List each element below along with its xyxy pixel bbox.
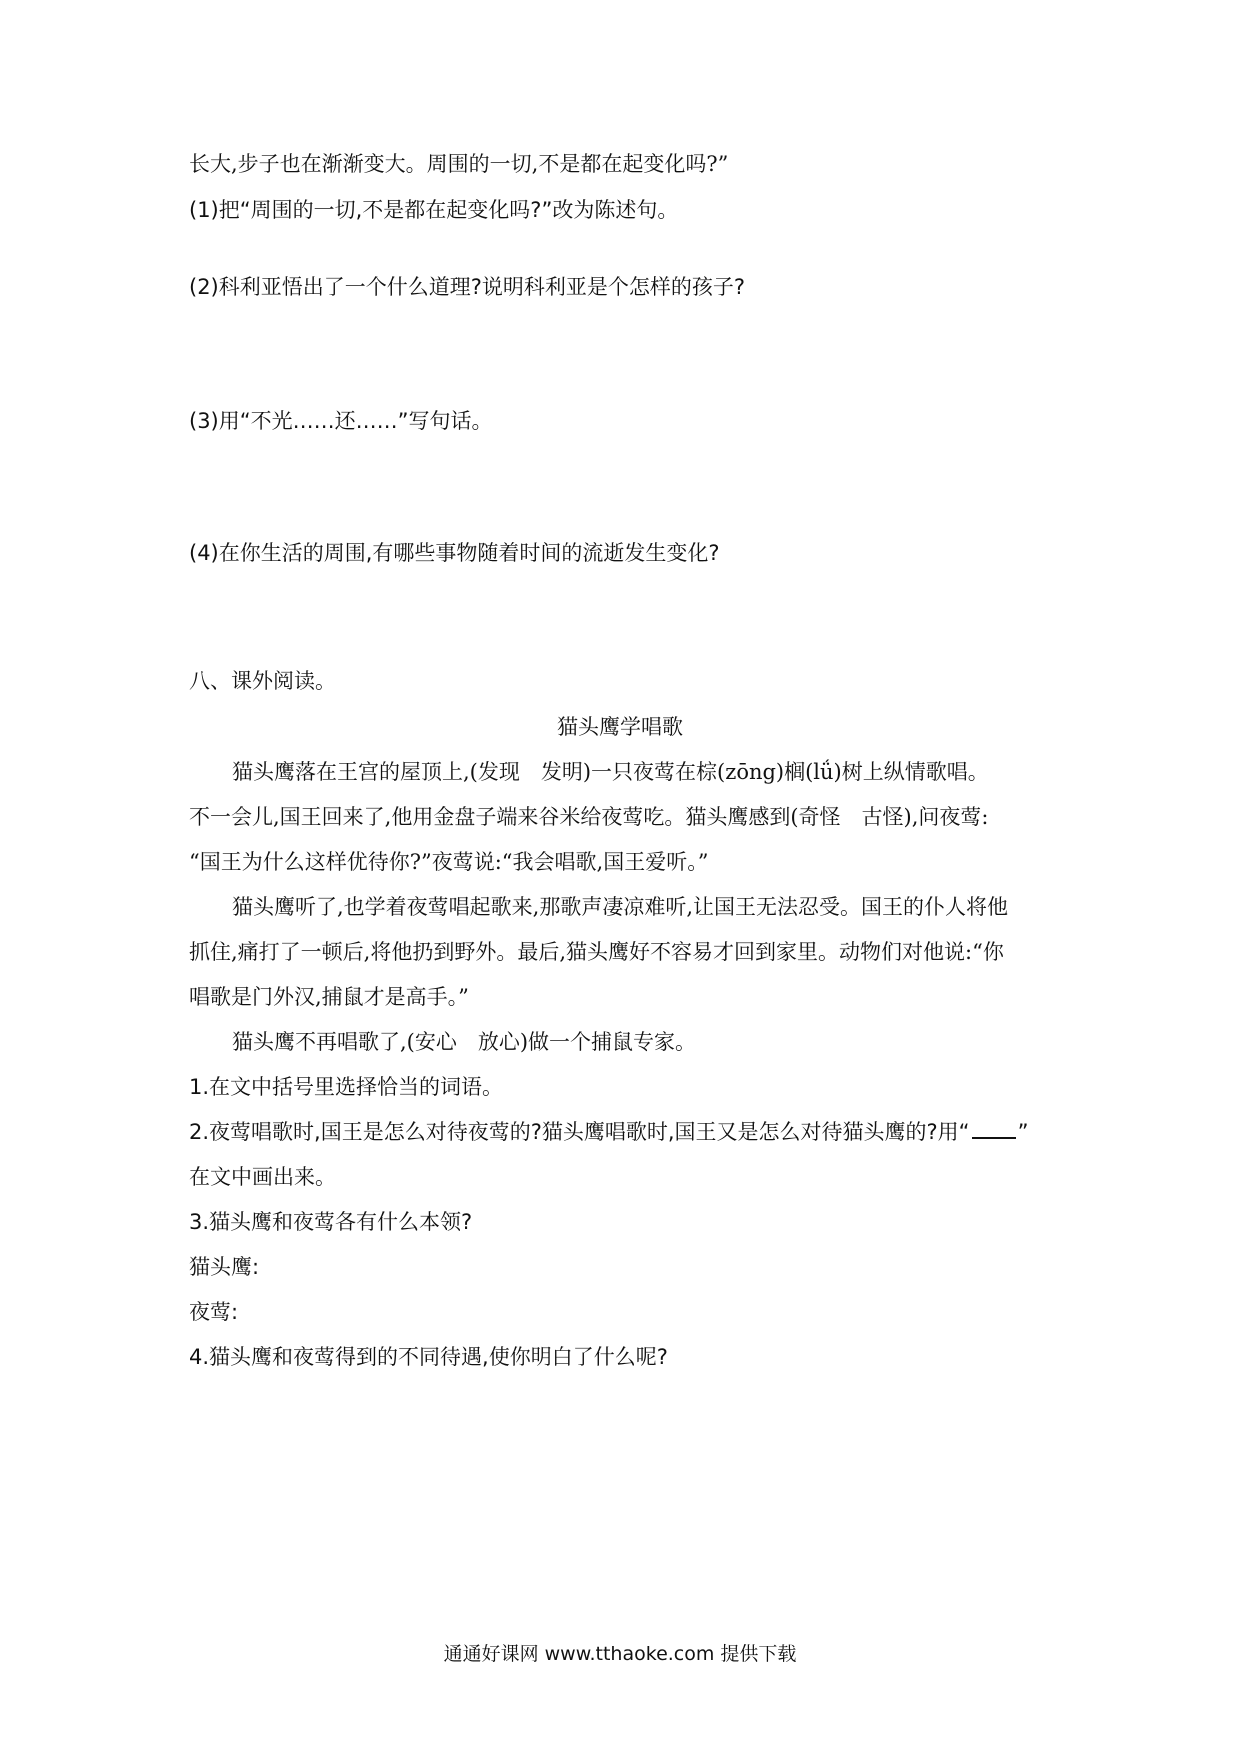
question-3: (3)用“不光……还……”写句话。 [189,409,493,433]
task-2-line-1 [189,1118,1028,1146]
task-2-text: 2.夜莺唱歌时,国王是怎么对待夜莺的?猫头鹰唱歌时,国王又是怎么对待猫头鹰的?用“ [189,1120,970,1144]
task-2-quote-close: ” [1017,1120,1029,1144]
section-heading: 八、课外阅读。 [189,669,336,693]
task-3-owl-answer: 猫头鹰: [189,1255,260,1279]
underline-mark [972,1119,1016,1139]
story-paragraph-1-line-3: “国王为什么这样优待你?”夜莺说:“我会唱歌,国王爱听。” [189,850,709,874]
story-paragraph-1-line-1: 猫头鹰落在王宫的屋顶上,(发现 发明)一只夜莺在棕(zōng)榈(lǘ)树上纵情歌唱。 [232,760,989,784]
story-paragraph-2-line-2: 抓住,痛打了一顿后,将他扔到野外。最后,猫头鹰好不容易才回到家里。动物们对他说:“你 [189,940,1004,964]
footer-text: 通通好课网 www.tthaoke.com 提供下载 [443,1643,797,1665]
task-1: 1.在文中括号里选择恰当的词语。 [189,1075,504,1099]
question-4: (4)在你生活的周围,有哪些事物随着时间的流逝发生变化? [189,541,720,565]
question-2: (2)科利亚悟出了一个什么道理?说明科利亚是个怎样的孩子? [189,275,746,299]
task-3-nightingale-answer: 夜莺: [189,1300,239,1324]
story-paragraph-2-line-3: 唱歌是门外汉,捕鼠才是高手。” [189,985,469,1009]
task-3: 3.猫头鹰和夜莺各有什么本领? [189,1210,473,1234]
task-2-line-2: 在文中画出来。 [189,1165,336,1189]
story-paragraph-1-line-2: 不一会儿,国王回来了,他用金盘子端来谷米给夜莺吃。猫头鹰感到(奇怪 古怪),问夜莺: [189,805,989,829]
story-title: 猫头鹰学唱歌 [557,715,683,739]
task-4: 4.猫头鹰和夜莺得到的不同待遇,使你明白了什么呢? [189,1345,668,1369]
question-1: (1)把“周围的一切,不是都在起变化吗?”改为陈述句。 [189,198,679,222]
continuation-text: 长大,步子也在渐渐变大。周围的一切,不是都在起变化吗?” [189,152,729,176]
story-paragraph-2-line-1: 猫头鹰听了,也学着夜莺唱起歌来,那歌声凄凉难听,让国王无法忍受。国王的仆人将他 [232,895,1009,919]
story-paragraph-3-line-1: 猫头鹰不再唱歌了,(安心 放心)做一个捕鼠专家。 [232,1030,697,1054]
